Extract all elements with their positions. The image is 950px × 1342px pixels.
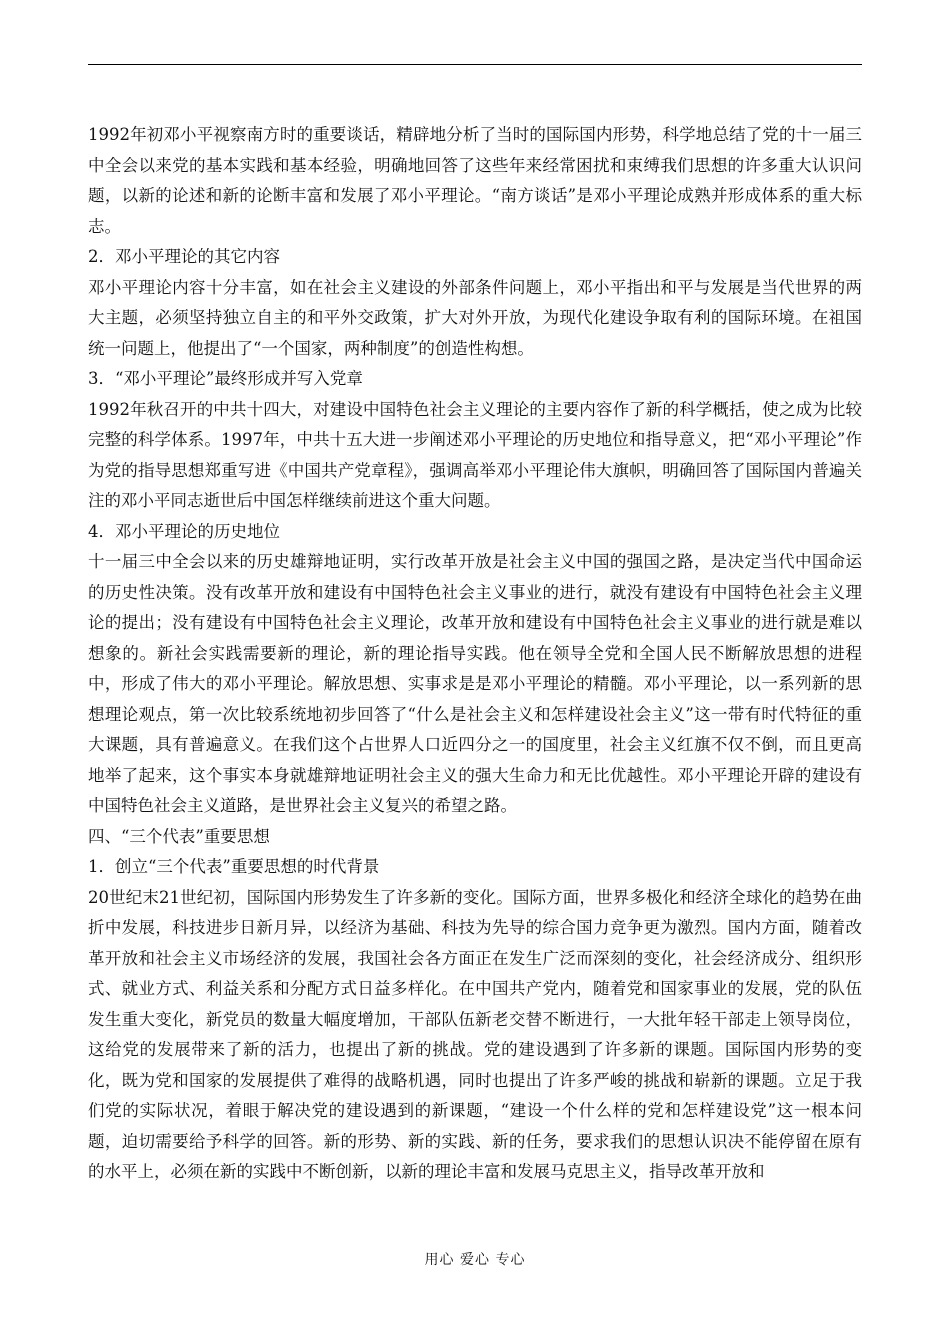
document-body bbox=[88, 120, 862, 1188]
heading-historical-status: 4．邓小平理论的历史地位 bbox=[88, 521, 280, 541]
paragraph-southern-talks: 1992年初邓小平视察南方时的重要谈话，精辟地分析了当时的国际国内形势，科学地总结了党的十一届三中全会以来党的基本实践和基本经验，明确地回答了这些年来经常困扰和束缚我们思想的许多重大认识问题，以新的论述和新的论断丰富和发展了邓小平理论。“南方谈话”是邓小平理论成熟并形成体系的重大标志。 bbox=[88, 125, 862, 236]
paragraph-other-content: 邓小平理论内容十分丰富，如在社会主义建设的外部条件问题上，邓小平指出和平与发展是当代世界的两大主题，必须坚持独立自主的和平外交政策，扩大对外开放，为现代化建设争取有利的国际环境。在祖国统一问题上，他提出了“一个国家，两种制度”的创造性构想。 bbox=[88, 277, 862, 358]
paragraph-background: 20世纪末21世纪初，国际国内形势发生了许多新的变化。国际方面，世界多极化和经济全球化的趋势在曲折中发展，科技进步日新月异，以经济为基础、科技为先导的综合国力竞争更为激烈。国内方面，随着改革开放和社会主义市场经济的发展，我国社会各方面正在发生广泛而深刻的变化，社会经济成分、组织形式、就业方式、利益关系和分配方式日益多样化。在中国共产党内，随着党和国家事业的发展，党的队伍发生重大变化，新党员的数量大幅度增加，干部队伍新老交替不断进行，一大批年轻干部走上领导岗位，这给党的发展带来了新的活力，也提出了新的挑战。党的建设遇到了许多新的课题。国际国内形势的变化，既为党和国家的发展提供了难得的战略机遇，同时也提出了许多严峻的挑战和崭新的课题。立足于我们党的实际状况，着眼于解决党的建设遇到的新课题，“建设一个什么样的党和怎样建设党”这一根本问题，迫切需要给予科学的回答。新的形势、新的实践、新的任务，要求我们的思想认识决不能停留在原有的水平上，必须在新的实践中不断创新，以新的理论丰富和发展马克思主义，指导改革开放和 bbox=[88, 887, 862, 1181]
header-rule bbox=[88, 64, 862, 65]
heading-written-into-constitution: 3．“邓小平理论”最终形成并写入党章 bbox=[88, 369, 363, 388]
heading-section-four: 四、“三个代表”重要思想 bbox=[88, 826, 270, 846]
heading-other-content: 2．邓小平理论的其它内容 bbox=[88, 247, 280, 266]
paragraph-written-into-constitution: 1992年秋召开的中共十四大，对建设中国特色社会主义理论的主要内容作了新的科学概括，使之成为比较完整的科学体系。1997年，中共十五大进一步阐述邓小平理论的历史地位和指导意义，把“邓小平理论”作为党的指导思想郑重写进《中国共产党章程》，强调高举邓小平理论伟大旗帜，明确回答了国际国内普遍关注的邓小平同志逝世后中国怎样继续前进这个重大问题。 bbox=[88, 399, 862, 510]
paragraph-historical-status: 十一届三中全会以来的历史雄辩地证明，实行改革开放是社会主义中国的强国之路，是决定当代中国命运的历史性决策。没有改革开放和建设有中国特色社会主义事业的进行，就没有建设有中国特色社会主义理论的提出；没有建设有中国特色社会主义理论，改革开放和建设有中国特色社会主义事业的进行就是难以想象的。新社会实践需要新的理论，新的理论指导实践。他在领导全党和全国人民不断解放思想的进程中，形成了伟大的邓小平理论。解放思想、实事求是是邓小平理论的精髓。邓小平理论，以一系列新的思想理论观点，第一次比较系统地初步回答了“什么是社会主义和怎样建设社会主义”这一带有时代特征的重大课题，具有普遍意义。在我们这个占世界人口近四分之一的国度里，社会主义红旗不仅不倒，而且更高地举了起来，这个事实本身就雄辩地证明社会主义的强大生命力和无比优越性。邓小平理论开辟的建设有中国特色社会主义道路，是世界社会主义复兴的希望之路。 bbox=[88, 552, 862, 815]
page-footer: 用心 爱心 专心 bbox=[424, 1252, 526, 1268]
heading-background: 1．创立“三个代表”重要思想的时代背景 bbox=[88, 857, 380, 876]
